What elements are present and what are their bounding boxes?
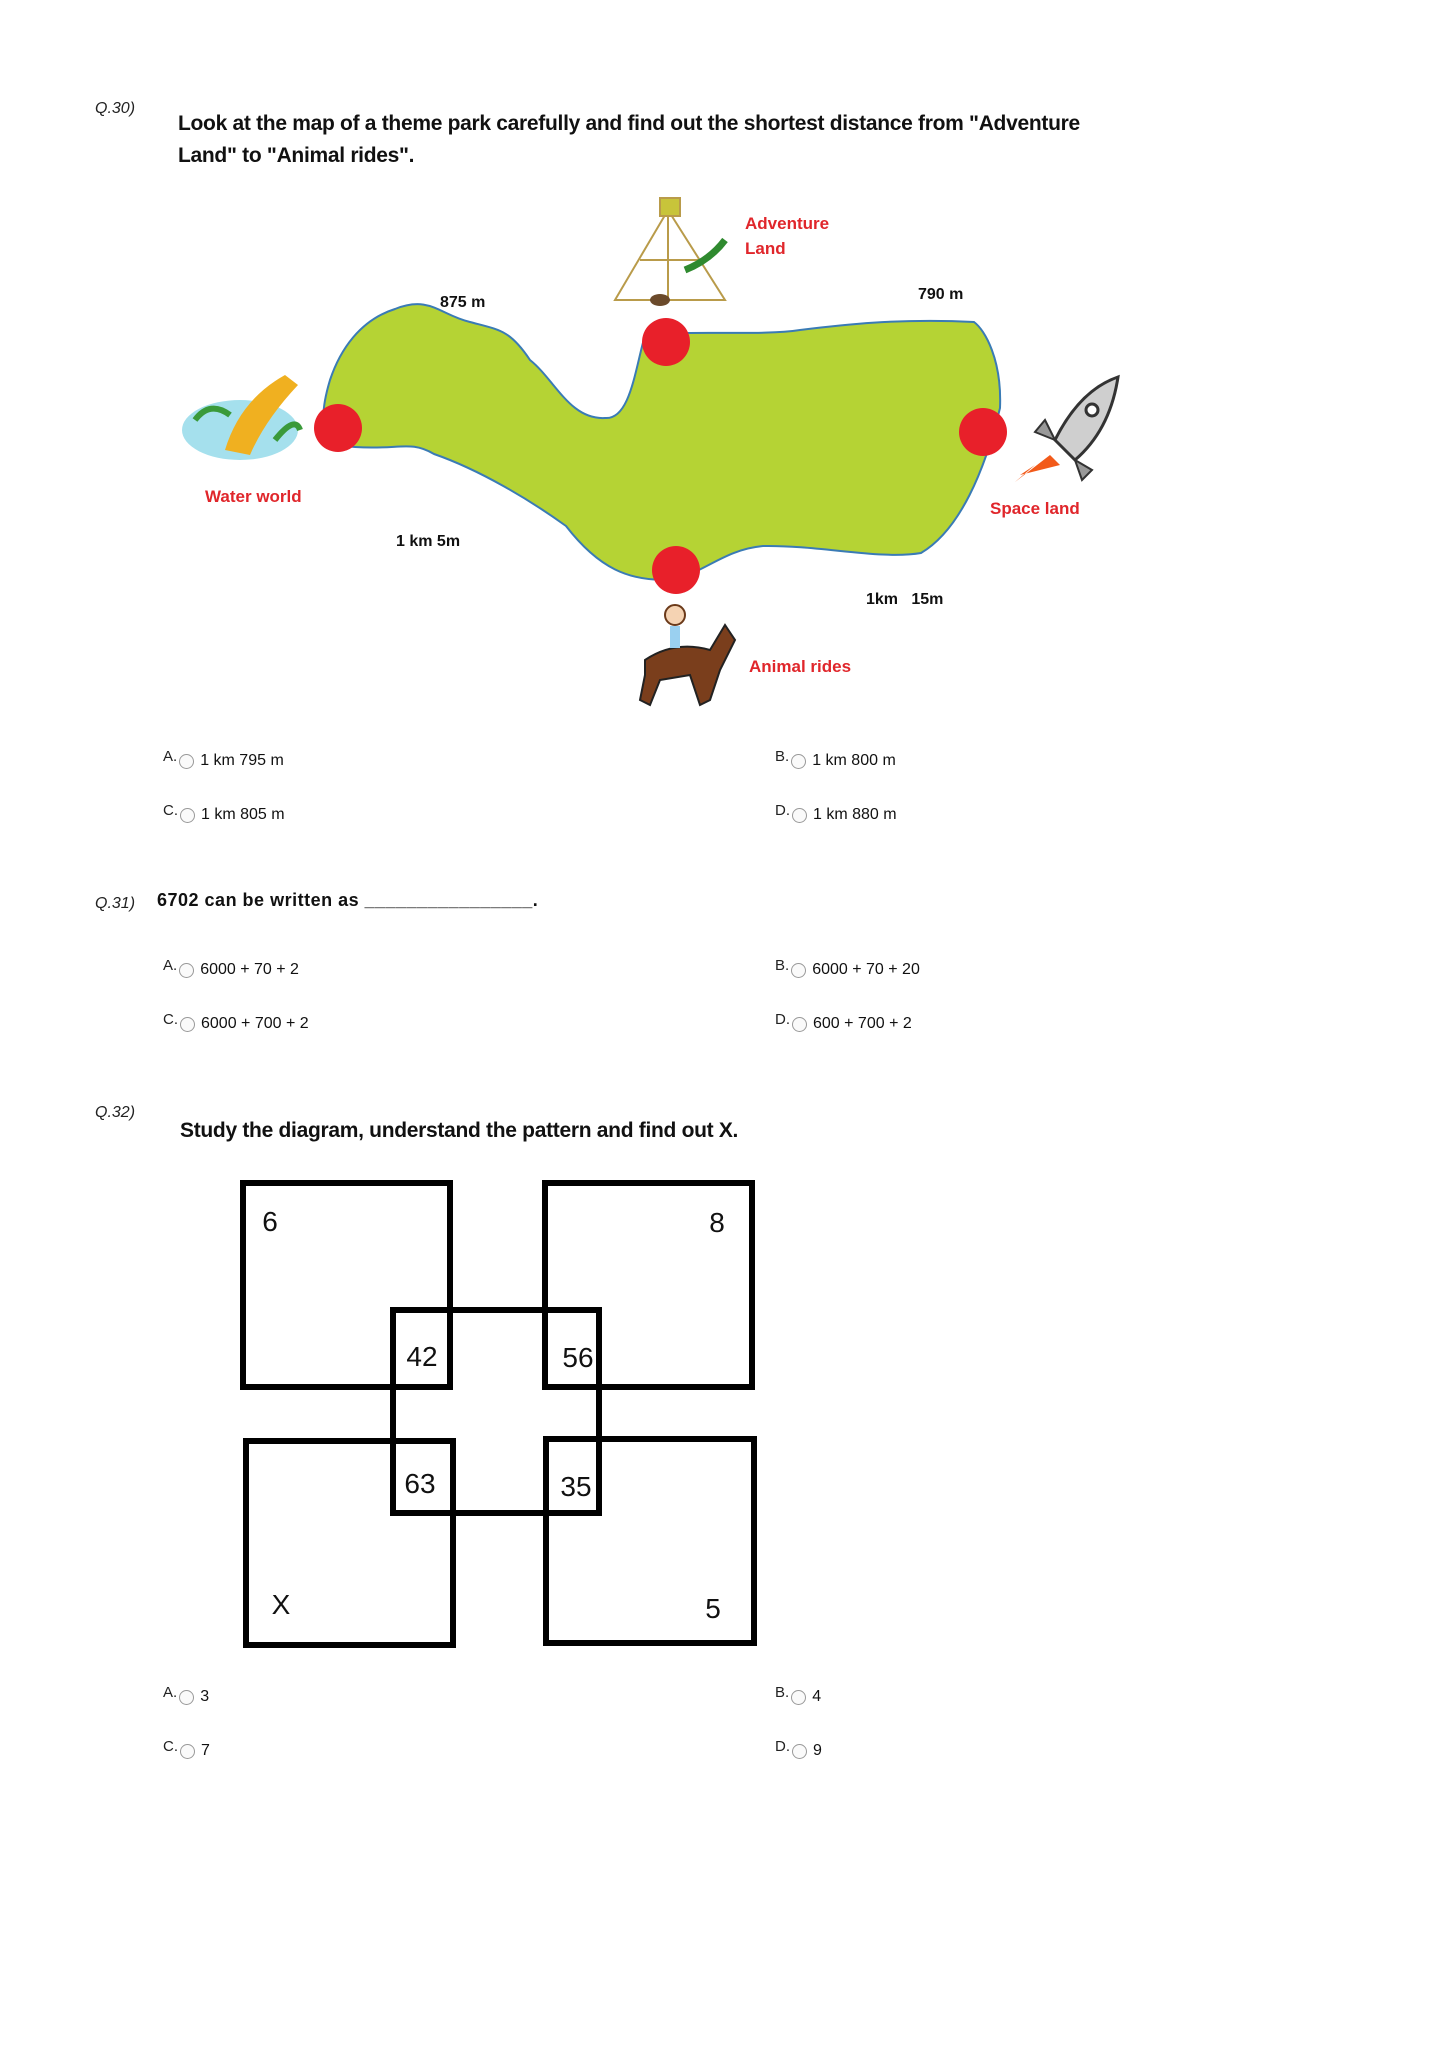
- diagram-number: 63: [404, 1468, 436, 1499]
- question-text: Look at the map of a theme park carefully and find out the shortest distance from "Adventure: [178, 112, 1080, 135]
- question-text: Study the diagram, understand the pattern and find out X.: [180, 1119, 739, 1142]
- option-letter: C.: [163, 1737, 178, 1755]
- option-letter: A.: [163, 1683, 178, 1701]
- option-letter: A.: [163, 747, 178, 765]
- question-text: 6702 can be written as ________________.: [157, 890, 539, 910]
- diagram-number: 35: [560, 1471, 592, 1502]
- water-world-label: Water world: [205, 487, 302, 506]
- adventure-land-dot: [642, 318, 690, 366]
- option-c[interactable]: [163, 1737, 210, 1760]
- option-text: 6000 + 70 + 20: [812, 961, 920, 978]
- radio-button[interactable]: [180, 808, 195, 823]
- option-letter: B.: [775, 1683, 790, 1701]
- option-letter: C.: [163, 1010, 178, 1028]
- radio-button[interactable]: [791, 1690, 806, 1705]
- radio-button[interactable]: [792, 1744, 807, 1759]
- option-text: 6000 + 70 + 2: [200, 961, 299, 978]
- option-a[interactable]: [163, 1683, 210, 1706]
- diagram-number: 8: [709, 1207, 725, 1238]
- radio-button[interactable]: [179, 1690, 194, 1705]
- animal-rides-label: Animal rides: [749, 657, 852, 676]
- option-letter: D.: [775, 1737, 790, 1755]
- radio-button[interactable]: [180, 1744, 195, 1759]
- option-d[interactable]: [775, 1010, 912, 1033]
- option-b[interactable]: [775, 956, 920, 979]
- radio-button[interactable]: [791, 754, 806, 769]
- theme-park-map: [0, 0, 1447, 760]
- option-b[interactable]: [775, 747, 896, 770]
- radio-button[interactable]: [179, 963, 194, 978]
- radio-button[interactable]: [792, 1017, 807, 1032]
- option-text: 600 + 700 + 2: [813, 1015, 912, 1032]
- option-text: 9: [813, 1742, 822, 1759]
- diagram-number: 56: [562, 1342, 594, 1373]
- radio-button[interactable]: [791, 963, 806, 978]
- option-c[interactable]: [163, 1010, 309, 1033]
- adventure-land-label: Adventure: [745, 214, 830, 233]
- distance-label: 875 m: [440, 294, 486, 311]
- option-text: 1 km 805 m: [201, 806, 285, 823]
- option-c[interactable]: [163, 801, 285, 824]
- adventure-land-label: Land: [745, 239, 786, 258]
- option-text: 1 km 800 m: [812, 752, 896, 769]
- option-letter: D.: [775, 801, 790, 819]
- question-number: Q.32): [95, 1104, 136, 1121]
- question-number: Q.31): [95, 895, 136, 912]
- water-slide-icon: [182, 375, 300, 460]
- option-text: 6000 + 700 + 2: [201, 1015, 309, 1032]
- diagram-unknown-x: X: [271, 1589, 291, 1620]
- option-letter: D.: [775, 1010, 790, 1028]
- option-text: 7: [201, 1742, 210, 1759]
- distance-label: 790 m: [918, 286, 964, 303]
- option-letter: B.: [775, 956, 790, 974]
- radio-button[interactable]: [792, 808, 807, 823]
- option-a[interactable]: [163, 747, 284, 770]
- water-world-dot: [314, 404, 362, 452]
- rocket-icon: [1015, 377, 1118, 482]
- question-text: Land" to "Animal rides".: [178, 144, 415, 167]
- option-a[interactable]: [163, 956, 299, 979]
- radio-button[interactable]: [180, 1017, 195, 1032]
- option-letter: B.: [775, 747, 790, 765]
- option-d[interactable]: [775, 801, 897, 824]
- distance-label: 1 km 5m: [396, 533, 461, 550]
- option-letter: A.: [163, 956, 178, 974]
- option-text: 3: [200, 1688, 210, 1705]
- space-land-dot: [959, 408, 1007, 456]
- radio-button[interactable]: [179, 754, 194, 769]
- diagram-number: 6: [262, 1206, 278, 1237]
- animal-rides-dot: [652, 546, 700, 594]
- option-text: 1 km 795 m: [200, 752, 284, 769]
- option-text: 4: [812, 1688, 822, 1705]
- horse-rider-icon: [640, 605, 735, 705]
- square-bottom-right: [543, 1436, 757, 1646]
- option-text: 1 km 880 m: [813, 806, 897, 823]
- option-d[interactable]: [775, 1737, 822, 1760]
- adventure-ride-icon: [615, 198, 725, 306]
- option-b[interactable]: [775, 1683, 822, 1706]
- distance-label: 1km 15m: [866, 591, 944, 608]
- question-number: Q.30): [95, 100, 136, 117]
- option-letter: C.: [163, 801, 178, 819]
- space-land-label: Space land: [990, 499, 1080, 518]
- diagram-number: 42: [406, 1341, 438, 1372]
- diagram-number: 5: [705, 1593, 721, 1624]
